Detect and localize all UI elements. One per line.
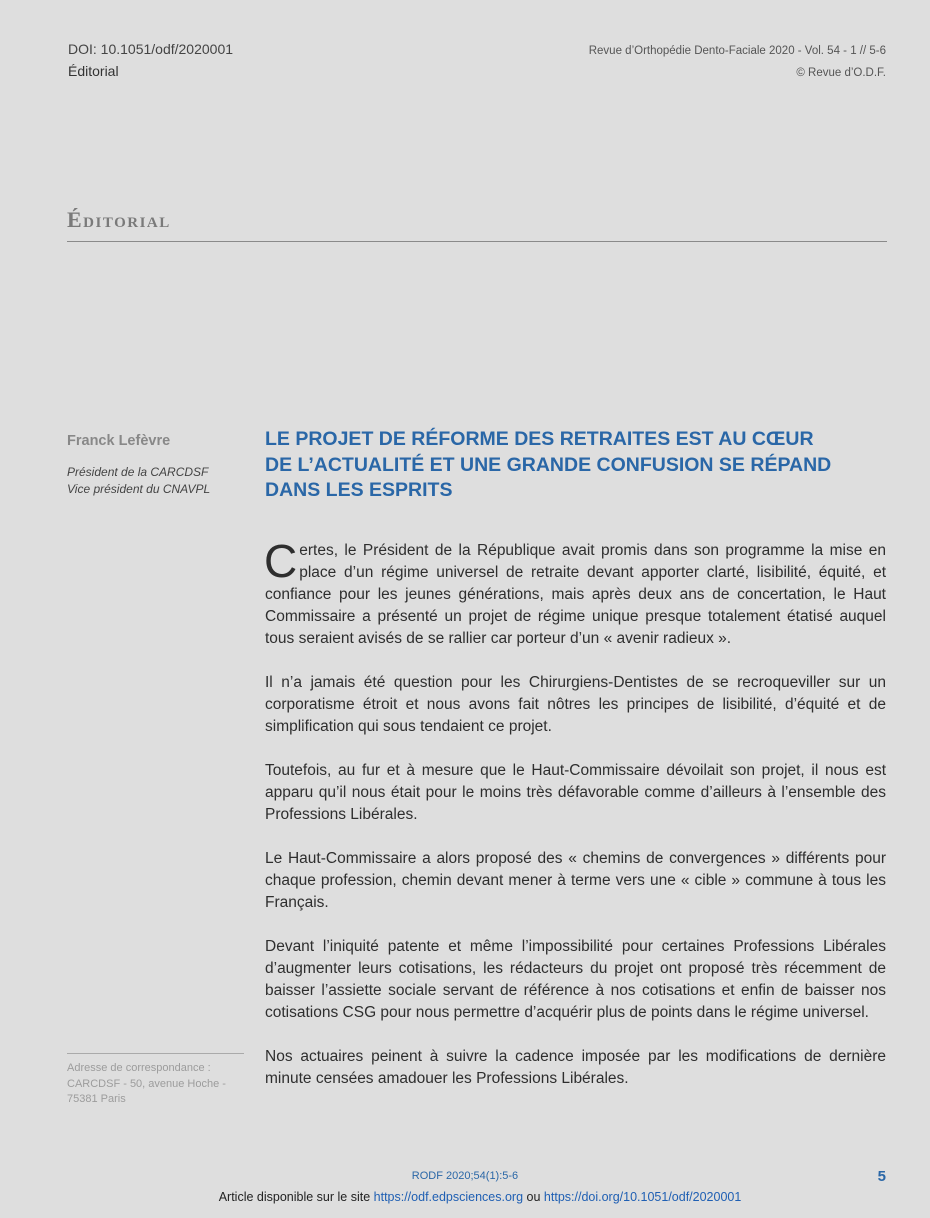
paragraph: Le Haut-Commissaire a alors proposé des « chemins de convergences » différents pour chaque profession, chemin devant mener à terme vers une « cible » commune à tous les Français. bbox=[265, 850, 886, 911]
article-body bbox=[264, 535, 886, 1112]
title-line: LE PROJET DE RÉFORME DES RETRAITES EST AU CŒUR bbox=[265, 428, 814, 450]
paragraph: Devant l’iniquité patente et même l’impossibilité pour certaines Professions Libérales d’augmenter leurs cotisations, les rédacteurs du projet ont proposé très récemment de baisser l’assiette sociale servant de référence à nos cotisations et enfin de baisser nos cotisations CSG pour nous permettre d’acquérir plus de points dans le régime universel. bbox=[265, 938, 886, 1021]
correspondence-line: 75381 Paris bbox=[67, 1093, 126, 1105]
author-name: Franck Lefèvre bbox=[67, 433, 171, 449]
dropcap: C bbox=[264, 535, 298, 587]
conjunction-text: ou bbox=[526, 1190, 541, 1204]
author-role: Vice président du CNAVPL bbox=[67, 482, 211, 496]
header-section: Éditorial bbox=[68, 63, 119, 79]
author-roles bbox=[67, 464, 210, 498]
paragraph: Toutefois, au fur et à mesure que le Haut-Commissaire dévoilait son projet, il nous est apparu qu’il nous était pour le moins très défavorable comme d’ailleurs à l’ensemble des Professions Libérales. bbox=[265, 762, 886, 823]
footer-availability bbox=[0, 1190, 930, 1204]
journal-citation: Revue d’Orthopédie Dento-Faciale 2020 - Vol. 54 - 1 // 5-6 bbox=[588, 45, 886, 57]
author-role: Président de la CARCDSF bbox=[67, 465, 209, 479]
header-left bbox=[68, 38, 233, 82]
section-rule bbox=[67, 241, 887, 242]
paragraph: Nos actuaires peinent à suivre la cadence imposée par les modifications de dernière minute censées amadouer les Professions Libérales. bbox=[265, 1048, 886, 1087]
correspondence-address bbox=[67, 1061, 247, 1108]
paragraph: Il n’a jamais été question pour les Chirurgiens-Dentistes de se recroqueviller sur un corporatisme étroit et nous avons fait nôtres les principes de lisibilité, d’équité et de simplification qui sous tendaient ce projet. bbox=[265, 674, 886, 735]
site-link[interactable]: https://odf.edpsciences.org bbox=[373, 1190, 524, 1204]
copyright: © Revue d’O.D.F. bbox=[796, 67, 886, 79]
page-number: 5 bbox=[877, 1168, 886, 1185]
paragraph bbox=[264, 535, 886, 650]
footer-citation: RODF 2020;54(1):5-6 bbox=[411, 1170, 519, 1182]
section-title: Éditorial bbox=[67, 207, 171, 232]
article-title bbox=[265, 427, 865, 504]
title-line: DE L’ACTUALITÉ ET UNE GRANDE CONFUSION SE RÉPAND bbox=[265, 453, 832, 476]
header-right bbox=[589, 40, 886, 84]
doi: DOI: 10.1051/odf/2020001 bbox=[68, 41, 234, 57]
title-line: DANS LES ESPRITS bbox=[265, 479, 453, 501]
paragraph-text: ertes, le Président de la République avait promis dans son programme la mise en place d’un régime universel de retraite devant apporter clarté, lisibilité, équité, et confiance pour les jeunes générations, mais après deux ans de concertation, le Haut Commissaire a présenté un projet de régime unique presque totalement étatisé auquel tous seraient avisés de se rallier car porteur d’un « avenir radieux ». bbox=[265, 542, 886, 647]
doi-link[interactable]: https://doi.org/10.1051/odf/2020001 bbox=[543, 1190, 742, 1204]
correspondence-line: Adresse de correspondance : bbox=[67, 1062, 211, 1074]
correspondence-rule bbox=[67, 1053, 244, 1054]
correspondence-line: CARCDSF - 50, avenue Hoche - bbox=[67, 1077, 226, 1090]
availability-text: Article disponible sur le site bbox=[218, 1190, 371, 1204]
